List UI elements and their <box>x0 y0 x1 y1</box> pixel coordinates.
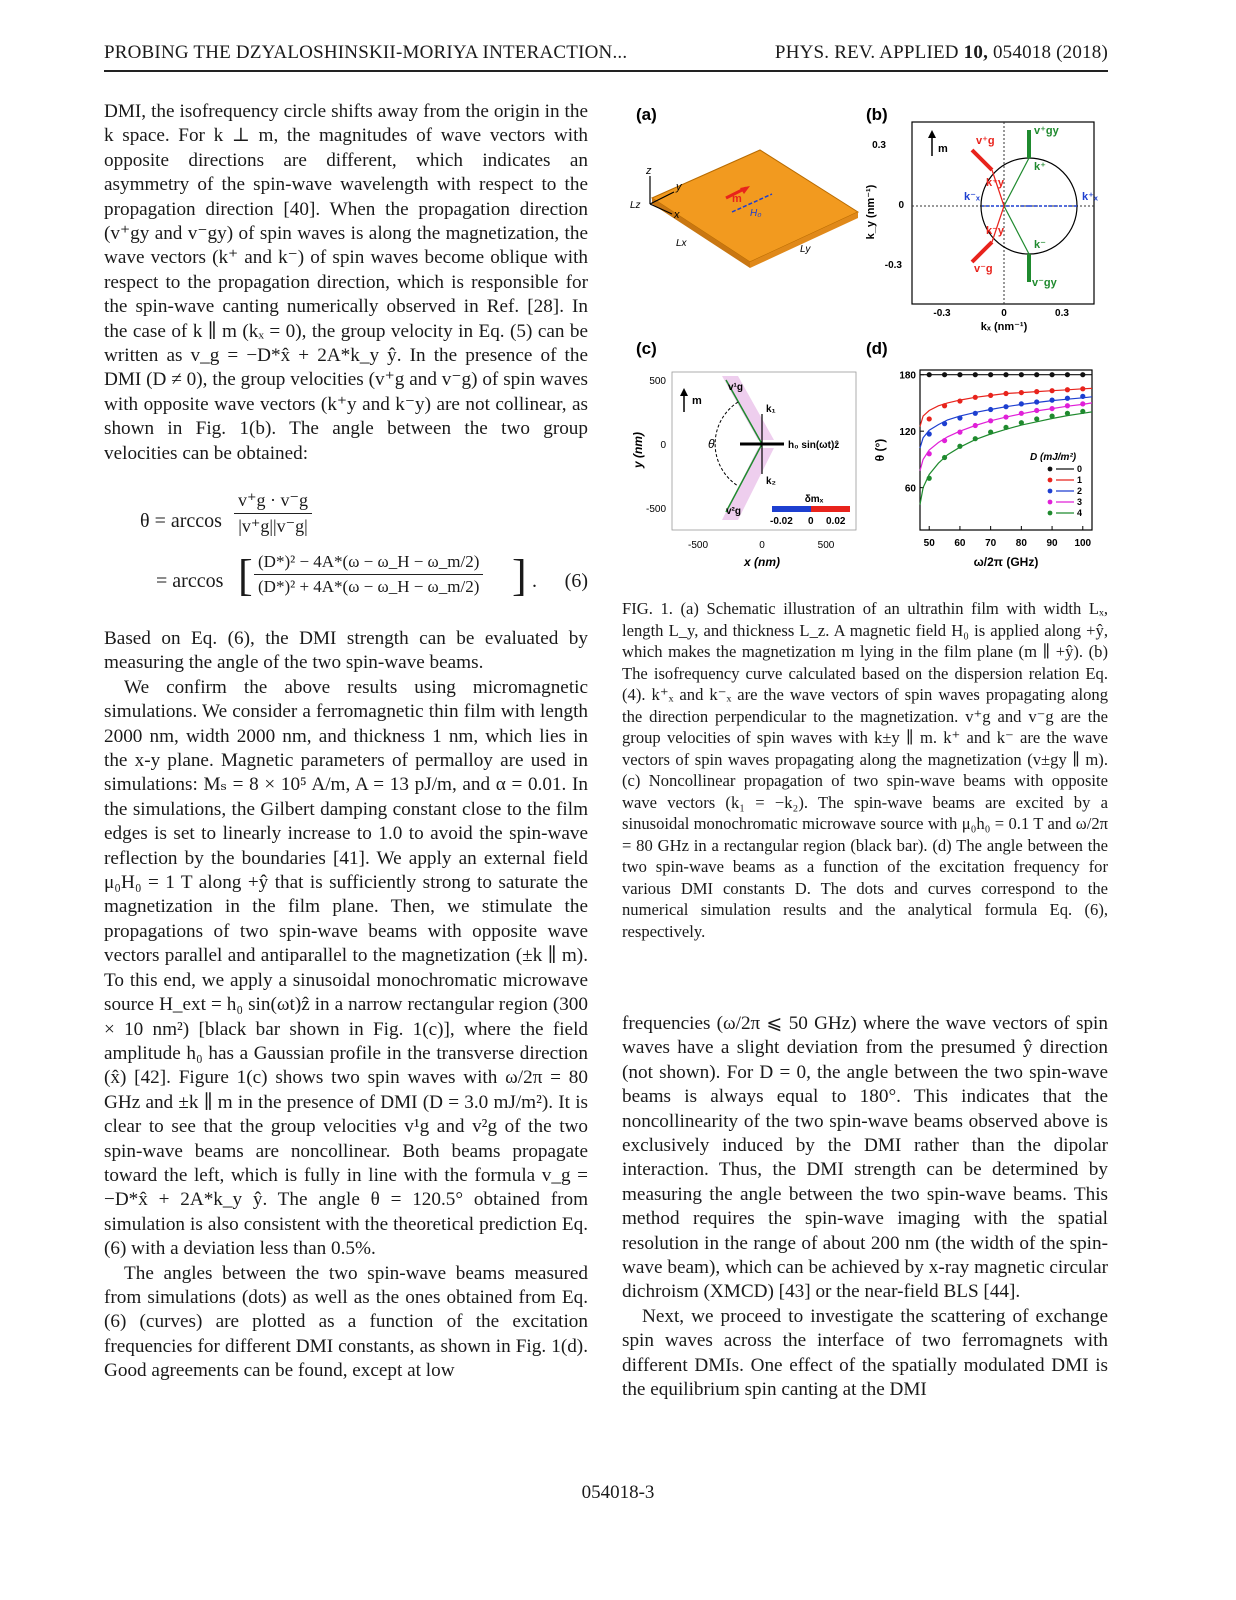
page-number: 054018-3 <box>581 1482 655 1503</box>
d-legend-label-0: 0 <box>1077 464 1083 474</box>
d-point-series-1-1 <box>942 403 947 408</box>
label-vgy-minus: v⁻gy <box>1032 277 1057 289</box>
k-minus-line <box>1004 206 1029 254</box>
d-xlabel: ω/2π (GHz) <box>973 555 1039 569</box>
b-xtick-left: -0.3 <box>933 308 951 319</box>
equation-denominator-2: (D*)² + 4A*(ω − ω_H − ω_m/2) <box>258 577 480 596</box>
d-point-series-1-0 <box>927 416 932 421</box>
paragraph-simulation-setup: We confirm the above results using micromagnetic simulations. We consider a ferromagnetic thin film with length 2000 nm, width 2000 nm, and thickness 1 nm, which lies in the x-y plane. Magnetic parameters of permalloy are used in simulations: Mₛ = 8 × 10⁵ A/m, A = 13 pJ/m, and α = 0.01. In the simulations, the Gilbert damping constant close to the film edges is set to linearly increase to 1.0 to avoid the spin-wave reflection by the boundaries [41]. We apply an external field μ₀H₀ = 1 T along +ŷ that is sufficiently strong to saturate the magnetization in the film plane. Then, we stimulate the propagations of two spin-wave beams with opposite wave vectors parallel and antiparallel to the magnetization (±k ∥ m). To this end, we apply a sinusoidal monochromatic microwave source H_ext = h₀ sin(ωt)ẑ in a narrow rectangular region (300 × 10 nm²) [black bar shown in Fig. 1(c)], where the field amplitude h₀ has a Gaussian profile in the transverse direction (x̂) [42]. Figure 1(c) shows two spin waves with ω/2π = 80 GHz and ±k ∥ m in the presence of DMI (D = 3.0 mJ/m²). It is clear to see that the group velocities v¹g and v²g of the two spin-wave beams are noncollinear. Both beams propagate toward the left, which is fully in line with the formula v_g = −D*x̂ + 2A*k_y ŷ. The angle θ = 120.5° obtained from simulation is also consistent with the theoretical prediction Eq. (6) with a deviation less than 0.5%. <box>104 676 588 1260</box>
d-point-series-1-2 <box>957 398 962 403</box>
c-k2-label: k₂ <box>766 476 777 487</box>
panel-a-label: (a) <box>636 105 657 124</box>
d-point-series-0-0 <box>927 372 932 377</box>
d-point-series-2-2 <box>957 415 962 420</box>
d-point-series-0-8 <box>1049 372 1054 377</box>
running-title: PROBING THE DZYALOSHINSKII-MORIYA INTERACTION... <box>104 42 628 63</box>
b-xtick-right: 0.3 <box>1055 308 1069 319</box>
d-point-series-0-1 <box>942 372 947 377</box>
paragraph-dmi-asymmetry: DMI, the isofrequency circle shifts away from the origin in the k space. For k ⊥ m, the magnitudes of wave vectors with opposite directions are different, which indicates an asymmetry of the spin-wave wavelength with respect to the propagation direction [40]. When the propagation direction (v⁺gy and v⁻gy) of spin waves is along the magnetization, the wave vectors (k⁺ and k⁻) of spin waves become oblique with respect to the propagation direction, which is responsible for the spin-wave canting numerically observed in Ref. [28]. In the case of k ∥ m (kₓ = 0), the group velocity in Eq. (5) can be written as v_g = −D*x̂ + 2A*k_y ŷ. In the presence of the DMI (D ≠ 0), the group velocities (v⁺g and v⁻g) of spin waves with opposite wave vectors (k⁺y and k⁻y) are not collinear, as shown in Fig. 1(b). The angle between the two group velocities can be obtained: <box>104 101 588 464</box>
b-xlabel: kₓ (nm⁻¹) <box>980 321 1028 333</box>
c-colorbar-tick-zero: 0 <box>808 516 814 527</box>
d-point-series-4-1 <box>942 455 947 460</box>
d-point-series-1-6 <box>1019 390 1024 395</box>
equation-bracket-right: ] <box>512 551 527 600</box>
d-point-series-2-3 <box>973 411 978 416</box>
b-ylabel: k_y (nm⁻¹) <box>865 184 877 240</box>
dimension-ly: Ly <box>800 244 811 255</box>
d-legend-label-2: 2 <box>1077 486 1083 496</box>
panel-b-label: (b) <box>866 105 888 124</box>
panel-d-label: (d) <box>866 339 888 358</box>
d-point-series-3-5 <box>1003 414 1008 419</box>
c-xtick-left: -500 <box>687 540 709 551</box>
vg-minus-arrow <box>972 242 992 262</box>
label-ky-minus: k⁻y <box>986 225 1005 237</box>
c-m-label: m <box>692 395 702 407</box>
d-point-series-4-8 <box>1049 414 1054 419</box>
d-point-series-2-8 <box>1049 398 1054 403</box>
d-point-series-4-4 <box>988 430 993 435</box>
c-xtick-right: 500 <box>817 540 835 551</box>
d-point-series-0-10 <box>1080 372 1085 377</box>
figure-caption: FIG. 1. (a) Schematic illustration of an ultrathin film with width Lₓ, length L_y, and thickness L_z. A magnetic field H₀ is applied along +ŷ, which makes the magnetization m lying in the film plane (m ∥ +ŷ). (b) The isofrequency curve calculated based on the dispersion relation Eq. (4). k⁺ₓ and k⁻ₓ are the wave vectors of spin waves propagating along the direction perpendicular to the magnetization. v⁺g and v⁻g are the group velocities of spin waves with k±y ∥ m. k⁺ and k⁻ are the wave vectors of spin waves propagating along the magnetization (v±gy ∥ m). (c) Noncollinear propagation of two spin-wave beams with opposite wave vectors (k₁ = −k₂). The spin-wave beams are excited by a sinusoidal monochromatic microwave source with μ₀h₀ = 0.1 T and ω/2π = 80 GHz in a rectangular region (black bar). (d) The angle between the two spin-wave beams as a function of the excitation frequency for various DMI constants D. The dots and curves correspond to the numerical simulation results and the analytical formula Eq. (6), respectively. <box>622 599 1108 941</box>
journal-article: 054018 (2018) <box>988 42 1108 63</box>
equation-6 <box>104 490 588 615</box>
d-point-series-0-7 <box>1034 372 1039 377</box>
panel-c <box>631 339 856 569</box>
journal-name: PHYS. REV. APPLIED <box>774 42 964 63</box>
equation-second-line: = arccos <box>156 570 224 592</box>
paragraph-low-frequency: frequencies (ω/2π ⩽ 50 GHz) where the wave vectors of spin waves have a slight deviation from the presumed ŷ direction (not shown). For D = 0, the angle between the two spin-wave beams is always equal to 180°. This indicates that the noncollinearity of the two spin-wave beams observed above is exclusively induced by the DMI rather than the dipolar interaction. Thus, the DMI strength can be determined by measuring the angle between the two spin-wave beams. This method requires the spin-wave imaging with the spatial resolution in the range of about 200 nm (the width of the spin-wave beam), which can be achieved by x-ray magnetic circular dichroism (XMCD) [43] or the near-field BLS [44]. <box>622 1013 1108 1303</box>
figure-1 <box>622 100 1108 582</box>
c-colorbar-tick-min: -0.02 <box>770 516 793 527</box>
header-rule <box>104 70 1108 72</box>
d-point-series-3-1 <box>942 438 947 443</box>
b-ytick-mid: 0 <box>898 200 904 211</box>
panel-c-label: (c) <box>636 339 657 358</box>
d-xtick-label-1: 60 <box>954 538 966 549</box>
c-ytick-mid: 0 <box>660 440 666 451</box>
b-ytick-bottom: -0.3 <box>884 260 902 271</box>
right-column <box>622 1012 1108 1403</box>
label-k-minus: k⁻ <box>1034 239 1046 251</box>
c-colorbar-blue <box>772 506 811 512</box>
equation-fraction-1 <box>234 490 312 537</box>
d-point-series-2-0 <box>927 431 932 436</box>
d-xtick-label-3: 80 <box>1015 538 1027 549</box>
c-vg2-label: v²g <box>726 506 741 517</box>
d-point-series-4-2 <box>957 444 962 449</box>
d-point-series-0-6 <box>1019 372 1024 377</box>
d-xtick-label-4: 90 <box>1046 538 1058 549</box>
equation-period: . <box>532 570 537 592</box>
d-point-series-1-8 <box>1049 388 1054 393</box>
d-point-series-4-0 <box>927 476 932 481</box>
dimension-lz: Lz <box>630 200 641 211</box>
paragraph-scattering: Next, we proceed to investigate the scattering of exchange spin waves across the interface of two ferromagnets with different DMIs. One effect of the spatially modulated DMI is the equilibrium spin canting at the DMI <box>622 1305 1108 1401</box>
panel-b <box>865 105 1099 333</box>
field-label: H₀ <box>750 208 762 219</box>
d-point-series-0-2 <box>957 372 962 377</box>
d-legend-dot-4 <box>1048 511 1053 516</box>
label-vg-minus: v⁻g <box>974 263 993 275</box>
d-legend-title: D (mJ/m²) <box>1030 452 1077 463</box>
d-point-series-1-10 <box>1080 386 1085 391</box>
vg-plus-arrow <box>972 150 992 170</box>
d-point-series-0-3 <box>973 372 978 377</box>
dimension-lx: Lx <box>676 238 687 249</box>
b-xtick-mid: 0 <box>1001 308 1007 319</box>
d-point-series-4-10 <box>1080 409 1085 414</box>
axis-label-x: x <box>674 209 680 221</box>
label-vgy-plus: v⁺gy <box>1034 125 1059 137</box>
d-point-series-4-9 <box>1065 411 1070 416</box>
label-ky-plus: k⁺y <box>986 177 1005 189</box>
panel-d <box>866 339 1092 569</box>
d-point-series-2-4 <box>988 407 993 412</box>
axis-label-z: z <box>646 165 652 177</box>
d-legend-dot-0 <box>1048 467 1053 472</box>
b-m-label: m <box>938 143 948 155</box>
d-ytick-label-2: 180 <box>899 370 916 382</box>
label-k-plus: k⁺ <box>1034 161 1046 173</box>
d-point-series-2-5 <box>1003 404 1008 409</box>
b-m-arrowhead <box>928 130 936 138</box>
label-vg-plus: v⁺g <box>976 135 995 147</box>
d-point-series-0-9 <box>1065 372 1070 377</box>
d-point-series-3-10 <box>1080 401 1085 406</box>
magnetization-label: m <box>732 193 742 205</box>
c-theta-label: θ <box>708 437 715 451</box>
d-point-series-2-6 <box>1019 401 1024 406</box>
d-ylabel: θ (°) <box>873 438 887 462</box>
equation-lhs: θ = arccos <box>140 510 222 532</box>
d-point-series-3-7 <box>1034 408 1039 413</box>
d-point-series-3-0 <box>927 451 932 456</box>
d-point-series-3-8 <box>1049 406 1054 411</box>
journal-volume: 10, <box>963 42 989 63</box>
d-point-series-4-7 <box>1034 416 1039 421</box>
d-point-series-4-5 <box>1003 425 1008 430</box>
d-point-series-0-5 <box>1003 372 1008 377</box>
c-k1-label: k₁ <box>766 404 776 415</box>
d-point-series-2-1 <box>942 421 947 426</box>
equation-numerator-1: v⁺g · v⁻g <box>234 490 312 514</box>
d-point-series-1-7 <box>1034 389 1039 394</box>
journal-reference <box>775 42 1108 64</box>
d-point-series-1-4 <box>988 393 993 398</box>
c-vg1-label: v¹g <box>728 382 743 393</box>
d-legend-dot-1 <box>1048 478 1053 483</box>
equation-fraction-2 <box>254 552 483 597</box>
c-source-label: h₀ sin(ωt)ẑ <box>788 440 840 451</box>
d-point-series-2-10 <box>1080 394 1085 399</box>
c-ylabel: y (nm) <box>631 432 645 468</box>
d-point-series-3-4 <box>988 418 993 423</box>
d-point-series-1-5 <box>1003 391 1008 396</box>
d-point-series-4-6 <box>1019 420 1024 425</box>
c-ytick-top: 500 <box>649 376 666 387</box>
panel-a <box>630 105 858 268</box>
d-point-series-0-4 <box>988 372 993 377</box>
axis-label-y: y <box>676 181 682 193</box>
d-xtick-label-2: 70 <box>985 538 997 549</box>
paragraph-angle-comparison: The angles between the two spin-wave beams measured from simulations (dots) as well as the ones obtained from Eq. (6) (curves) are plotted as a function of the excitation frequencies for different DMI constants, as shown in Fig. 1(d). Good agreements can be found, except at low <box>104 1262 588 1382</box>
equation-number: (6) <box>564 570 588 592</box>
paragraph-dmi-evaluation: Based on Eq. (6), the DMI strength can be evaluated by measuring the angle of the two spin-wave beams. <box>104 628 588 674</box>
d-point-series-3-2 <box>957 430 962 435</box>
c-xtick-mid: 0 <box>759 540 765 551</box>
d-point-series-2-9 <box>1065 396 1070 401</box>
d-xtick-label-0: 50 <box>923 538 935 549</box>
d-legend-label-4: 4 <box>1077 508 1083 518</box>
d-ytick-label-0: 60 <box>904 483 916 495</box>
d-point-series-3-9 <box>1065 403 1070 408</box>
b-ytick-top: 0.3 <box>872 140 886 151</box>
d-point-series-2-7 <box>1034 399 1039 404</box>
c-colorbar-title: δmₓ <box>804 494 824 505</box>
d-legend-dot-3 <box>1048 500 1053 505</box>
d-xtick-label-5: 100 <box>1074 538 1092 549</box>
d-legend-dot-2 <box>1048 489 1053 494</box>
equation-denominator-1: |v⁺g||v⁻g| <box>238 516 308 536</box>
c-xlabel: x (nm) <box>744 555 780 569</box>
d-point-series-1-9 <box>1065 387 1070 392</box>
d-point-series-1-3 <box>973 395 978 400</box>
c-ytick-bottom: -500 <box>645 504 666 515</box>
equation-bracket-left: [ <box>238 551 253 600</box>
label-kx-minus: k⁻ₓ <box>964 191 980 203</box>
left-column-bottom <box>104 627 588 1384</box>
d-point-series-3-3 <box>973 423 978 428</box>
d-legend-label-1: 1 <box>1077 475 1083 485</box>
c-colorbar-tick-max: 0.02 <box>826 516 846 527</box>
d-point-series-3-6 <box>1019 411 1024 416</box>
d-legend-label-3: 3 <box>1077 497 1083 507</box>
d-point-series-4-3 <box>973 436 978 441</box>
equation-numerator-2: (D*)² − 4A*(ω − ω_H − ω_m/2) <box>254 552 483 575</box>
k-plus-line <box>1004 158 1029 206</box>
label-kx-plus: k⁺ₓ <box>1082 191 1098 203</box>
d-ytick-label-1: 120 <box>899 427 916 439</box>
left-column-top <box>104 100 588 466</box>
